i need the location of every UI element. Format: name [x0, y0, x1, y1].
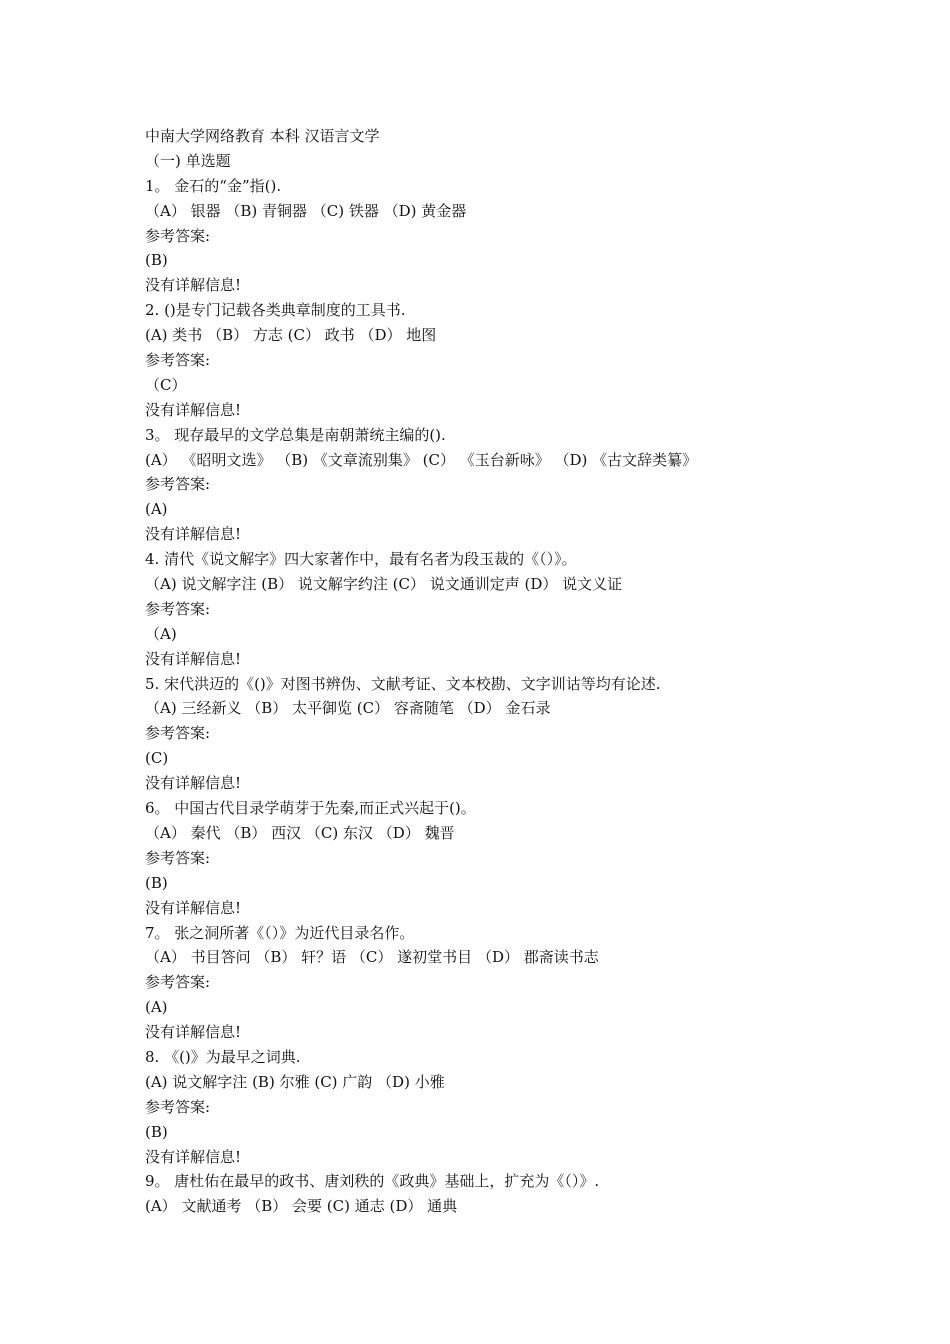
- question-3: [145, 423, 845, 547]
- answer-label: 参考答案:: [145, 724, 211, 743]
- question-options: (A) 说文解字注 (B) 尔雅 (C) 广韵 （D) 小雅: [145, 1072, 445, 1091]
- question-stem: 8. 《()》为最早之词典.: [145, 1047, 301, 1066]
- question-7: [145, 921, 845, 1045]
- question-stem: 9。 唐杜佑在最早的政书、唐刘秩的《政典》基础上，扩充为《（）》.: [145, 1172, 600, 1191]
- question-stem: 7。 张之洞所著《（）》为近代目录名作。: [145, 923, 415, 942]
- explanation-note: 没有详解信息!: [145, 774, 242, 793]
- document-title: 中南大学网络教育 本科 汉语言文学: [145, 127, 380, 145]
- question-stem: 5. 宋代洪迈的《()》对图书辨伪、文献考证、文本校勘、文字训诂等均有论述.: [145, 674, 661, 693]
- question-options: (A) 类书 （B） 方志 (C） 政书 （D） 地图: [145, 326, 437, 345]
- answer-label: 参考答案:: [145, 475, 211, 494]
- document-body: [145, 124, 845, 1219]
- answer-value: (B): [145, 1122, 168, 1141]
- question-stem: 2. ()是专门记载各类典章制度的工具书.: [145, 301, 406, 320]
- question-1: [145, 174, 845, 298]
- question-9: [145, 1169, 845, 1219]
- question-options: （A） 秦代 （B） 西汉 （C) 东汉 （D） 魏晋: [145, 823, 455, 842]
- answer-value: (B): [145, 251, 168, 270]
- answer-label: 参考答案:: [145, 848, 211, 867]
- answer-value: (B): [145, 873, 168, 892]
- answer-label: 参考答案:: [145, 351, 211, 370]
- explanation-note: 没有详解信息!: [145, 400, 242, 419]
- answer-value: (A): [145, 500, 168, 519]
- answer-value: （C）: [145, 375, 187, 394]
- question-2: [145, 298, 845, 422]
- explanation-note: 没有详解信息!: [145, 1147, 242, 1166]
- question-options: （A） 书目答问 （B） 轩？语 （C） 遂初堂书目 （D） 郡斋读书志: [145, 948, 599, 967]
- question-stem: 1。 金石的“金”指().: [145, 176, 282, 195]
- answer-value: (A): [145, 998, 168, 1017]
- answer-value: （A): [145, 624, 177, 643]
- explanation-note: 没有详解信息!: [145, 525, 242, 544]
- question-5: [145, 672, 845, 796]
- question-4: [145, 547, 845, 671]
- question-stem: 6。 中国古代目录学萌芽于先秦,而正式兴起于()。: [145, 799, 476, 818]
- question-8: [145, 1045, 845, 1169]
- question-options: （A） 银器 （B) 青铜器 （C) 铁器 （D) 黄金器: [145, 201, 467, 220]
- question-options: (A） 文献通考 （B） 会要 (C) 通志 (D） 通典: [145, 1197, 458, 1216]
- explanation-note: 没有详解信息!: [145, 898, 242, 917]
- explanation-note: 没有详解信息!: [145, 276, 242, 295]
- explanation-note: 没有详解信息!: [145, 649, 242, 668]
- question-options: (A） 《昭明文选》 （B) 《文章流别集》 (C） 《玉台新咏》 （D) 《古文辞类纂》: [145, 450, 698, 469]
- answer-value: (C): [145, 749, 169, 768]
- section-heading: （一) 单选题: [145, 151, 231, 170]
- question-options: （A) 说文解字注 (B） 说文解字约注 (C） 说文通训定声 (D） 说文义证: [145, 575, 623, 594]
- explanation-note: 没有详解信息!: [145, 1023, 242, 1042]
- answer-label: 参考答案:: [145, 1097, 211, 1116]
- question-options: （A) 三经新义 （B） 太平御览 (C） 容斋随笔 （D） 金石录: [145, 699, 551, 718]
- answer-label: 参考答案:: [145, 973, 211, 992]
- question-6: [145, 796, 845, 920]
- answer-label: 参考答案:: [145, 599, 211, 618]
- question-stem: 3。 现存最早的文学总集是南朝萧统主编的().: [145, 425, 446, 444]
- answer-label: 参考答案:: [145, 226, 211, 245]
- question-stem: 4. 清代《说文解字》四大家著作中，最有名者为段玉裁的《（）》。: [145, 550, 577, 569]
